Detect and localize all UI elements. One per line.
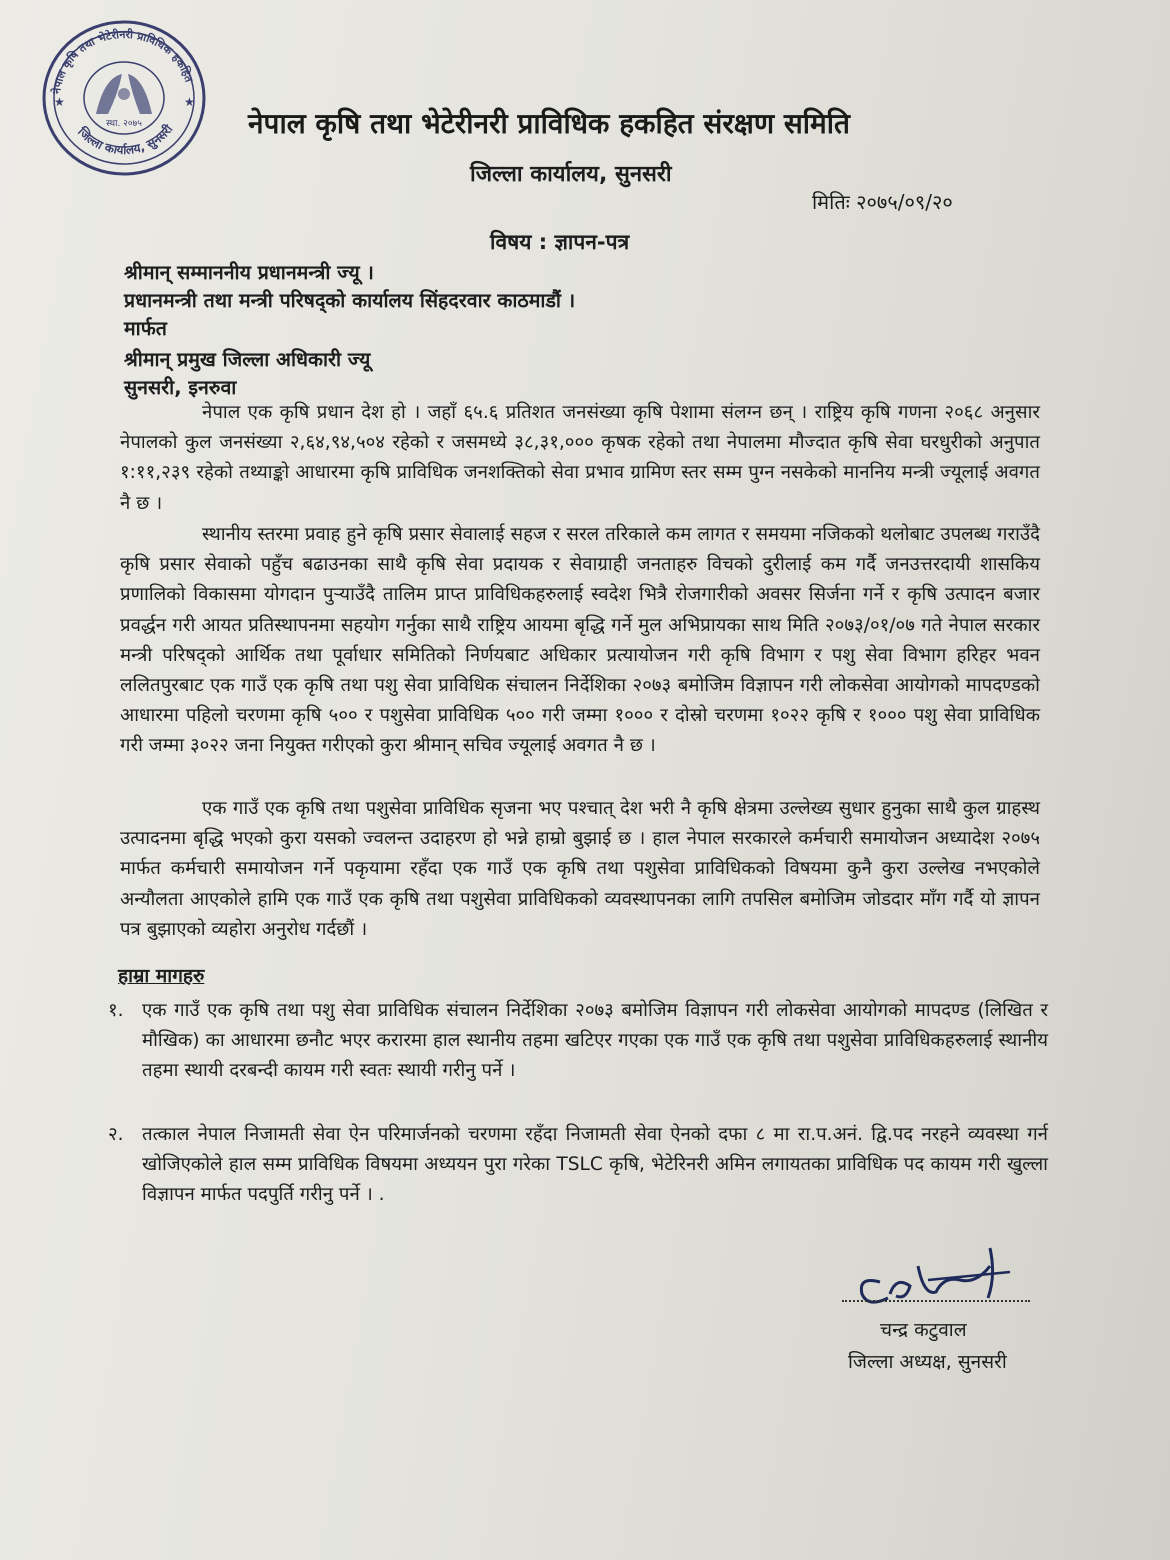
body-paragraph-1: नेपाल एक कृषि प्रधान देश हो । जहाँ ६५.६ प्रतिशत जनसंख्या कृषि पेशामा संलग्न छन् । राष्ट्रिय कृषि गणना २०६८ अनुसार नेपालको कुल जनसंख्या २,६४,९४,५०४ रहेको र जसमध्ये ३८,३१,००० कृषक रहेको तथा नेपालमा मौज्दात कृषि सेवा घरधुरीको अनुपात १:११,२३९ रहेको तथ्याङ्को आधारमा कृषि प्राविधिक जनशक्तिको सेवा प्रभाव ग्रामिण स्तर सम्म पुग्न नसकेको माननिय मन्त्री ज्यूलाई अवगत नै छ ।: [120, 402, 1040, 514]
demand-item: [108, 1120, 1048, 1210]
demand-item: [108, 996, 1048, 1086]
svg-text:स्था. २०७५: स्था. २०७५: [106, 119, 142, 129]
signer-name: चन्द्र कटुवाल: [880, 1319, 967, 1341]
letter-subject: विषय : ज्ञापन-पत्र: [490, 230, 630, 254]
letter-date: मितिः २०७५/०९/२०: [812, 190, 953, 214]
svg-text:नेपाल कृषि तथा भेटेरीनरी प्राव: नेपाल कृषि तथा भेटेरीनरी प्राविधिक हकहित: [50, 27, 196, 95]
demand-text: तत्काल नेपाल निजामती सेवा ऐन परिमार्जनको चरणमा रहँदा निजामती सेवा ऐनको दफा ८ मा रा.प.अनं. द्वि.पद नरहने व्यवस्था गर्न खोजिएकोले हाल सम्म प्राविधिक विषयमा अध्ययन पुरा गरेका TSLC कृषि, भेटेरिनरी अमिन लगायतका प्राविधिक पद कायम गरी खुल्ला विज्ञापन मार्फत पदपुर्ति गरीनु पर्ने । .: [142, 1124, 1048, 1205]
signer-title: जिल्ला अध्यक्ष, सुनसरी: [848, 1351, 1007, 1373]
organization-name: नेपाल कृषि तथा भेटेरीनरी प्राविधिक हकहित संरक्षण समिति: [248, 107, 850, 140]
demands-heading: हाम्रा मागहरु: [118, 965, 205, 987]
addressee-line: प्रधानमन्त्री तथा मन्त्री परिषद्को कार्यालय सिंहदरवार काठमाडौं ।: [124, 289, 576, 312]
svg-text:★: ★: [54, 95, 65, 109]
addressee-line: मार्फत: [124, 317, 167, 340]
signature-line: [842, 1300, 1030, 1302]
body-paragraph-2: स्थानीय स्तरमा प्रवाह हुने कृषि प्रसार सेवालाई सहज र सरल तरिकाले कम लागत र समयमा नजिकको थलोबाट उपलब्ध गराउँदै कृषि प्रसार सेवाको पहुँच बढाउनका साथै कृषि सेवा प्रदायक र सेवाग्राही जनताहरु विचको दुरीलाई कम गर्दै जनउत्तरदायी शासकिय प्रणालिको विकासमा योगदान पुर्‍याउँदै तालिम प्राप्त प्राविधिकहरुलाई स्वदेश भित्रै रोजगारीको अवसर सिर्जना गर्ने र कृषि उत्पादन बजार प्रवर्द्धन गरी आयत प्रतिस्थापनमा सहयोग गर्नुका साथै राष्ट्रिय आयमा बृद्धि गर्ने मुल अभिप्रायका साथ मिति २०७३/०१/०७ गते नेपाल सरकार मन्त्री परिषद्को आर्थिक तथा पूर्वाधार समितिको निर्णयबाट अधिकार प्रत्यायोजन गरी कृषि विभाग र पशु सेवा विभाग हरिहर भवन ललितपुरबाट एक गाउँ एक कृषि तथा पशु सेवा प्राविधिक संचालन निर्देशिका २०७३ बमोजिम विज्ञापन गरी लोकसेवा आयोगको मापदण्डको आधारमा पहिलो चरणमा कृषि ५०० र पशुसेवा प्राविधिक ५०० गरी जम्मा १००० र दोस्रो चरणमा १०२२ कृषि र १००० पशु सेवा प्राविधिक गरी जम्मा ३०२२ जना नियुक्त गरीएको कुरा श्रीमान् सचिव ज्यूलाई अवगत नै छ ।: [120, 524, 1040, 757]
addressee-line: श्रीमान् प्रमुख जिल्ला अधिकारी ज्यू: [124, 348, 371, 371]
demand-number: २.: [108, 1124, 124, 1145]
svg-text:★: ★: [184, 95, 195, 109]
handwritten-signature: [840, 1236, 1030, 1316]
body-paragraph-3: एक गाउँ एक कृषि तथा पशुसेवा प्राविधिक सृजना भए पश्चात् देश भरी नै कृषि क्षेत्रमा उल्लेख्य सुधार हुनुका साथै कुल ग्राहस्थ उत्पादनमा बृद्धि भएको कुरा यसको ज्वलन्त उदाहरण हो भन्ने हाम्रो बुझाई छ । हाल नेपाल सरकारले कर्मचारी समायोजन अध्यादेश २०७५ मार्फत कर्मचारी समायोजन गर्ने पकृयामा रहँदा एक गाउँ एक कृषि तथा पशुसेवा प्राविधिकको विषयमा कुनै कुरा उल्लेख नभएकोले अन्यौलता आएकोले हामि एक गाउँ एक कृषि तथा पशुसेवा प्राविधिकको व्यवस्थापनका लागि तपसिल बमोजिम जोडदार माँग गर्दै यो ज्ञापन पत्र बुझाएको व्यहोरा अनुरोध गर्दछौं ।: [120, 798, 1040, 940]
svg-text:जिल्ला कार्यालय, सुनसरी: जिल्ला कार्यालय, सुनसरी: [75, 122, 176, 158]
demand-text: एक गाउँ एक कृषि तथा पशु सेवा प्राविधिक संचालन निर्देशिका २०७३ बमोजिम विज्ञापन गरी लोकसेवा आयोगको मापदण्ड (लिखित र मौखिक) का आधारमा छनौट भएर करारमा हाल स्थानीय तहमा खटिएर गएका एक गाउँ एक कृषि तथा पशुसेवा प्राविधिकहरुलाई स्थानीय तहमा स्थायी दरबन्दी कायम गरी स्वतः स्थायी गरीनु पर्ने ।: [142, 1000, 1048, 1081]
addressee-line: श्रीमान् सम्माननीय प्रधानमन्त्री ज्यू ।: [124, 261, 374, 284]
addressee-line: सुनसरी, इनरुवा: [124, 376, 237, 399]
office-location: जिल्ला कार्यालय, सुनसरी: [470, 162, 672, 187]
organization-seal: [38, 14, 210, 182]
demand-number: १.: [108, 1000, 124, 1021]
